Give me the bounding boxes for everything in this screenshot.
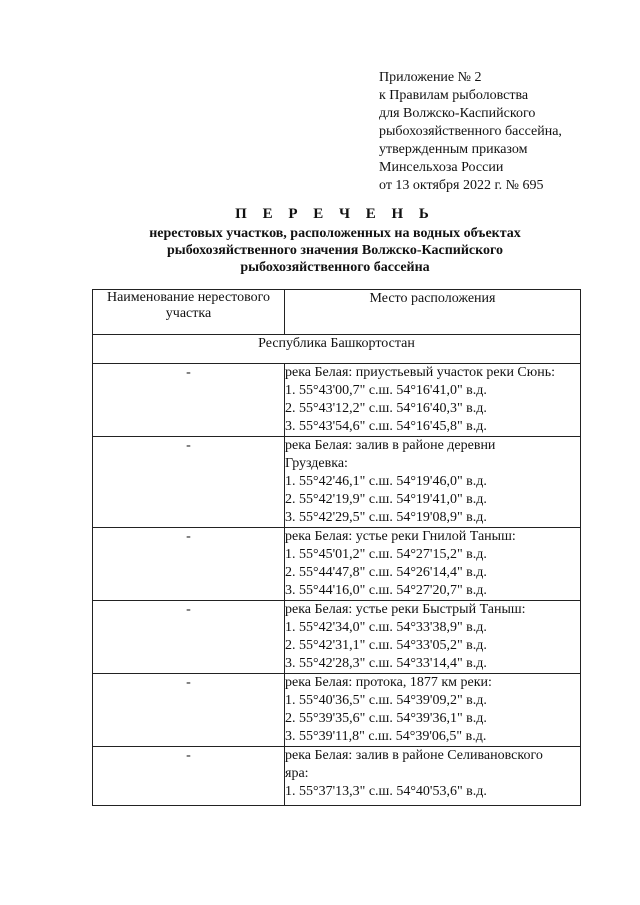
site-location-cell: [285, 437, 581, 528]
location-line: 2. 55°43'12,2" с.ш. 54°16'40,3" в.д.: [285, 401, 487, 416]
location-line: Груздевка:: [285, 456, 348, 471]
region-name: Республика Башкортостан: [93, 335, 581, 364]
location-line: река Белая: устье реки Гнилой Таныш:: [285, 529, 516, 544]
site-location-cell: [285, 528, 581, 601]
appendix-block: [379, 69, 562, 195]
appendix-line: рыбохозяйственного бассейна,: [379, 124, 562, 139]
table-row: [93, 528, 581, 601]
location-line: 3. 55°42'29,5" с.ш. 54°19'08,9" в.д.: [285, 510, 487, 525]
appendix-line: к Правилам рыболовства: [379, 88, 529, 103]
table-row: [93, 437, 581, 528]
table-row: [93, 601, 581, 674]
location-line: 1. 55°37'13,3" с.ш. 54°40'53,6" в.д.: [285, 784, 487, 799]
site-location-cell: [285, 747, 581, 806]
title-line: нерестовых участков, расположенных на водных объектах: [149, 226, 521, 241]
location-line: яра:: [285, 766, 309, 781]
site-location-cell: [285, 601, 581, 674]
location-line: 3. 55°39'11,8" с.ш. 54°39'06,5" в.д.: [285, 729, 487, 744]
appendix-line: для Волжско-Каспийского: [379, 106, 536, 121]
title-line: рыбохозяйственного бассейна: [240, 260, 430, 275]
table-row: [93, 747, 581, 806]
site-location-cell: [285, 364, 581, 437]
site-name-cell: -: [93, 601, 285, 674]
document-title: [90, 206, 580, 276]
site-name-cell: -: [93, 674, 285, 747]
location-line: река Белая: залив в районе Селивановского: [285, 748, 543, 763]
location-line: река Белая: протока, 1877 км реки:: [285, 675, 492, 690]
spawning-sites-table: [92, 289, 581, 806]
location-line: 3. 55°43'54,6" с.ш. 54°16'45,8" в.д.: [285, 419, 487, 434]
location-line: 3. 55°44'16,0" с.ш. 54°27'20,7" в.д.: [285, 583, 487, 598]
appendix-line: Приложение № 2: [379, 70, 482, 85]
region-row: [93, 335, 581, 364]
location-line: 1. 55°45'01,2" с.ш. 54°27'15,2" в.д.: [285, 547, 487, 562]
location-line: река Белая: залив в районе деревни: [285, 438, 496, 453]
location-line: 2. 55°42'31,1" с.ш. 54°33'05,2" в.д.: [285, 638, 487, 653]
location-line: 1. 55°43'00,7" с.ш. 54°16'41,0" в.д.: [285, 383, 487, 398]
table-header-row: [93, 290, 581, 335]
location-line: 3. 55°42'28,3" с.ш. 54°33'14,4" в.д.: [285, 656, 487, 671]
location-line: река Белая: устье реки Быстрый Таныш:: [285, 602, 526, 617]
site-name-cell: -: [93, 747, 285, 806]
location-line: 2. 55°42'19,9" с.ш. 54°19'41,0" в.д.: [285, 492, 487, 507]
table-row: [93, 674, 581, 747]
title-heading: П Е Р Е Ч Е Н Ь: [235, 206, 435, 222]
site-name-cell: -: [93, 528, 285, 601]
location-line: 2. 55°44'47,8" с.ш. 54°26'14,4" в.д.: [285, 565, 487, 580]
location-line: 1. 55°40'36,5" с.ш. 54°39'09,2" в.д.: [285, 693, 487, 708]
appendix-line: от 13 октября 2022 г. № 695: [379, 178, 544, 193]
location-line: река Белая: приустьевый участок реки Сюнь:: [285, 365, 555, 380]
column-header-location: Место расположения: [285, 290, 581, 335]
title-line: рыбохозяйственного значения Волжско-Каспийского: [166, 243, 504, 258]
appendix-line: утвержденным приказом: [379, 142, 528, 157]
table-row: [93, 364, 581, 437]
location-line: 2. 55°39'35,6" с.ш. 54°39'36,1" в.д.: [285, 711, 487, 726]
appendix-line: Минсельхоза России: [379, 160, 504, 175]
location-line: 1. 55°42'34,0" с.ш. 54°33'38,9" в.д.: [285, 620, 487, 635]
site-name-cell: -: [93, 364, 285, 437]
column-header-name: Наименование нерестового участка: [93, 290, 285, 335]
site-name-cell: -: [93, 437, 285, 528]
location-line: 1. 55°42'46,1" с.ш. 54°19'46,0" в.д.: [285, 474, 487, 489]
site-location-cell: [285, 674, 581, 747]
